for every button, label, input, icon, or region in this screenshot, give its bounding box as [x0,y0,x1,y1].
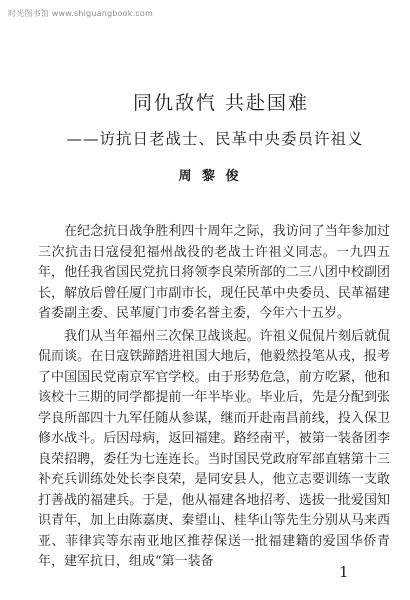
paragraph-1: 在纪念抗日战争胜利四十周年之际，我访问了当年参加过三次抗击日寇侵犯福州战役的老战士许祖义同志。一九四五年，他任我省国民党抗日将领李良荣所部的二三八团中校副团长，解放后曾任厦门市副市长，现任民革中央委员、民革福建省委副主委、民革厦门市委名誉主委，今年六十五岁。 [38,224,390,321]
page-number: 1 [339,563,349,581]
article-author: 周 黎 俊 [178,169,242,184]
article-body [30,222,390,573]
paragraph-2: 我们从当年福州三次保卫战谈起。许祖义侃侃片刻后就侃侃而谈。在日寇铁蹄踏进祖国大地后，他毅然投笔从戎，报考了中国国民党南京军官学校。由于形势危急，前方吃紧，他和该校十三期的同学都提前一年半毕业。毕业后，先是分配到张学良所部四十九军任随从参谋，继而开赴南昌前线，投入保卫修水战斗。后因母病，返回福建。路经南平，被第一装备团李良荣招聘，委任为七连连长。当时国民党政府军部直辖第十三补充兵训练处处长李良荣，是同安县人，他立志要训练一支敢打善战的福建兵。于是，他从福建各地招考、选拔一批爱国知识青年，加上由陈嘉庚、秦望山、桂华山等先生分别从马来西亚、菲律宾等东南亚地区推荐保送一批福建籍的爱国华侨青年，建军抗日，组成“第一装备 [38,328,390,569]
watermark: 时光图书馆 www.shiguangbook.com [8,9,153,18]
article-subtitle: ——访抗日老战士、民革中央委员许祖义 [66,130,364,148]
document-page [30,88,390,575]
article-title: 同仇敌忾 共赴国难 [132,92,310,114]
